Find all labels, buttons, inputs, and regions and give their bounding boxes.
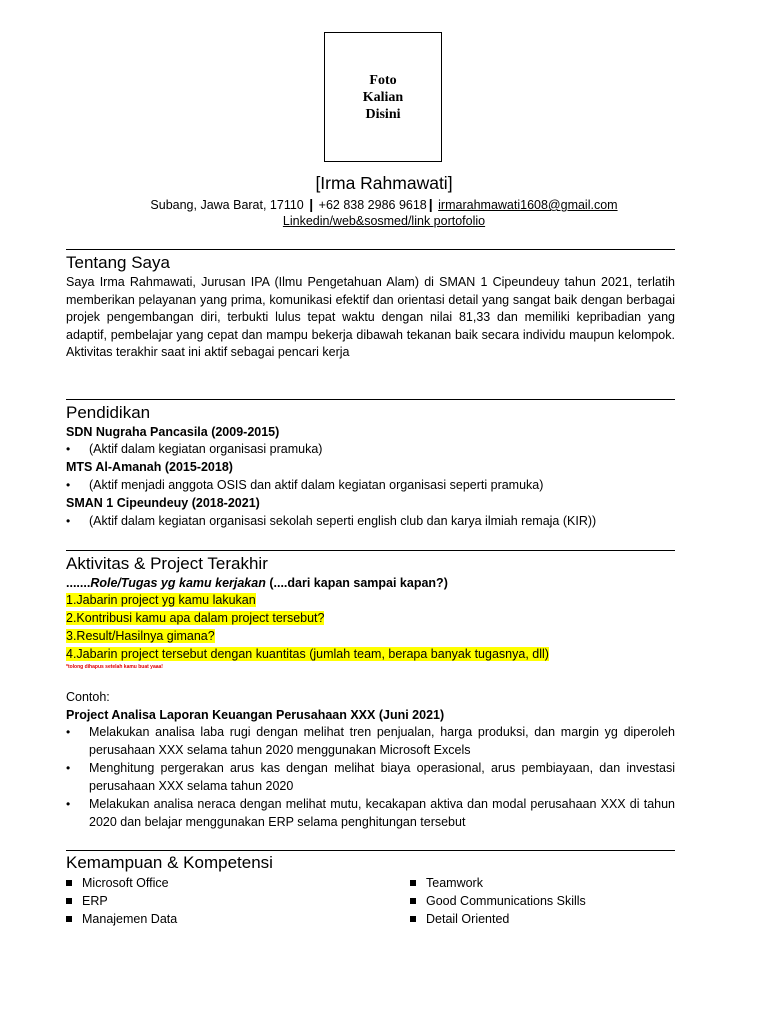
education-school-3: SMAN 1 Cipeundeuy (2018-2021) [66, 496, 260, 510]
photo-line-3: Disini [365, 106, 401, 122]
section-title-education: Pendidikan [66, 403, 151, 422]
skill-text: ERP [82, 894, 108, 908]
section-title-about: Tentang Saya [66, 253, 170, 272]
photo-line-2: Kalian [362, 89, 404, 105]
skill-text: Teamwork [426, 876, 483, 890]
bullet-text: Melakukan analisa neraca dengan melihat mutu, kecakapan aktiva dan modal perusahaan XXX di tahun 2020 dan belajar menggunakan ERP selama penghitungan tersebut [89, 797, 675, 829]
skill-item [410, 892, 586, 910]
project-bullet-3 [66, 796, 675, 831]
divider [66, 550, 675, 551]
highlight-text: 4.Jabarin project tersebut dengan kuantitas (jumlah team, berapa banyak tugasnya, dll) [66, 647, 549, 661]
candidate-name: [Irma Rahmawati] [315, 173, 453, 193]
divider [66, 249, 675, 250]
role-prefix: ....... [66, 576, 91, 590]
divider [66, 850, 675, 851]
square-bullet-icon [66, 916, 72, 922]
divider [66, 399, 675, 400]
about-text: Saya Irma Rahmawati, Jurusan IPA (Ilmu Pengetahuan Alam) di SMAN 1 Cipeundeuy tahun 2021, terlatih memberikan pelayanan yang prima, komunikasi efektif dan orientasi detail yang sangat baik dengan berbagai projek pengembangan diri, terbukti lulus tepat waktu dengan nilai 81,33 dan memiliki kepribadian yang adaptif, pembelajar yang cepat dan mampu bekerja dibawah tekanan baik secara individu maupun kelompok. Aktivitas terakhir saat ini aktif sebagai pencari kerja [66, 275, 675, 360]
skill-item [66, 892, 108, 910]
project-bullet-1 [66, 724, 675, 759]
bullet-icon: • [66, 442, 71, 456]
skill-item [66, 910, 177, 928]
education-school-2: MTS Al-Amanah (2015-2018) [66, 460, 233, 474]
project-bullet-2 [66, 760, 675, 795]
bullet-icon: • [66, 797, 71, 811]
education-detail-1 [66, 441, 675, 459]
skill-item [410, 910, 509, 928]
square-bullet-icon [66, 880, 72, 886]
education-school-1: SDN Nugraha Pancasila (2009-2015) [66, 425, 280, 439]
highlight-line-4 [66, 646, 549, 663]
photo-line-1: Foto [369, 72, 397, 88]
education-detail-2 [66, 477, 675, 495]
role-suffix: (....dari kapan sampai kapan?) [265, 576, 448, 590]
separator: | [309, 196, 314, 212]
bullet-icon: • [66, 514, 71, 528]
bullet-text: Melakukan analisa laba rugi dengan melihat tren penjualan, harga produksi, dan margin yg diperoleh perusahaan XXX selama tahun 2020 menggunakan Microsoft Excels [89, 725, 675, 757]
bullet-icon: • [66, 478, 71, 492]
separator: | [428, 196, 433, 212]
highlight-line-3 [66, 628, 215, 645]
detail-text: (Aktif menjadi anggota OSIS dan aktif dalam kegiatan organisasi seperti pramuka) [89, 478, 544, 492]
delete-note: *tolong dihapus setelah kamu buat yaaa! [66, 664, 163, 670]
bullet-icon: • [66, 761, 71, 775]
highlight-text: 1.Jabarin project yg kamu lakukan [66, 593, 256, 607]
phone: +62 838 2986 9618 [318, 198, 427, 212]
skill-item [66, 874, 169, 892]
bullet-text: Menghitung pergerakan arus kas dengan melihat biaya operasional, arus pembiayaan, dan investasi perusahaan XXX selama tahun 2020 [89, 761, 675, 793]
skill-text: Microsoft Office [82, 876, 169, 890]
skill-text: Manajemen Data [82, 912, 178, 926]
skill-item [410, 874, 483, 892]
photo-placeholder [324, 32, 442, 162]
square-bullet-icon [410, 916, 416, 922]
section-title-activities: Aktivitas & Project Terakhir [66, 554, 268, 573]
square-bullet-icon [410, 898, 416, 904]
example-label: Contoh: [66, 690, 110, 704]
role-line [66, 575, 448, 592]
detail-text: (Aktif dalam kegiatan organisasi sekolah seperti english club dan karya ilmiah remaja (KIR)) [89, 514, 597, 528]
project-title: Project Analisa Laporan Keuangan Perusahaan XXX (Juni 2021) [66, 708, 445, 722]
square-bullet-icon [410, 880, 416, 886]
highlight-line-1 [66, 592, 256, 609]
highlight-text: 2.Kontribusi kamu apa dalam project tersebut? [66, 611, 325, 625]
skill-text: Detail Oriented [426, 912, 510, 926]
detail-text: (Aktif dalam kegiatan organisasi pramuka) [89, 442, 323, 456]
role-italic: Role/Tugas yg kamu kerjakan [90, 576, 266, 590]
square-bullet-icon [66, 898, 72, 904]
portfolio-link[interactable]: Linkedin/web&sosmed/link portofolio [282, 214, 486, 228]
section-title-skills: Kemampuan & Kompetensi [66, 853, 273, 872]
education-detail-3 [66, 513, 675, 531]
skill-text: Good Communications Skills [426, 894, 586, 908]
email-link[interactable]: irmarahmawati1608@gmail.com [438, 198, 618, 212]
highlight-text: 3.Result/Hasilnya gimana? [66, 629, 215, 643]
highlight-line-2 [66, 610, 324, 627]
location: Subang, Jawa Barat, 17110 [150, 198, 304, 212]
contact-line [0, 196, 768, 213]
bullet-icon: • [66, 725, 71, 739]
